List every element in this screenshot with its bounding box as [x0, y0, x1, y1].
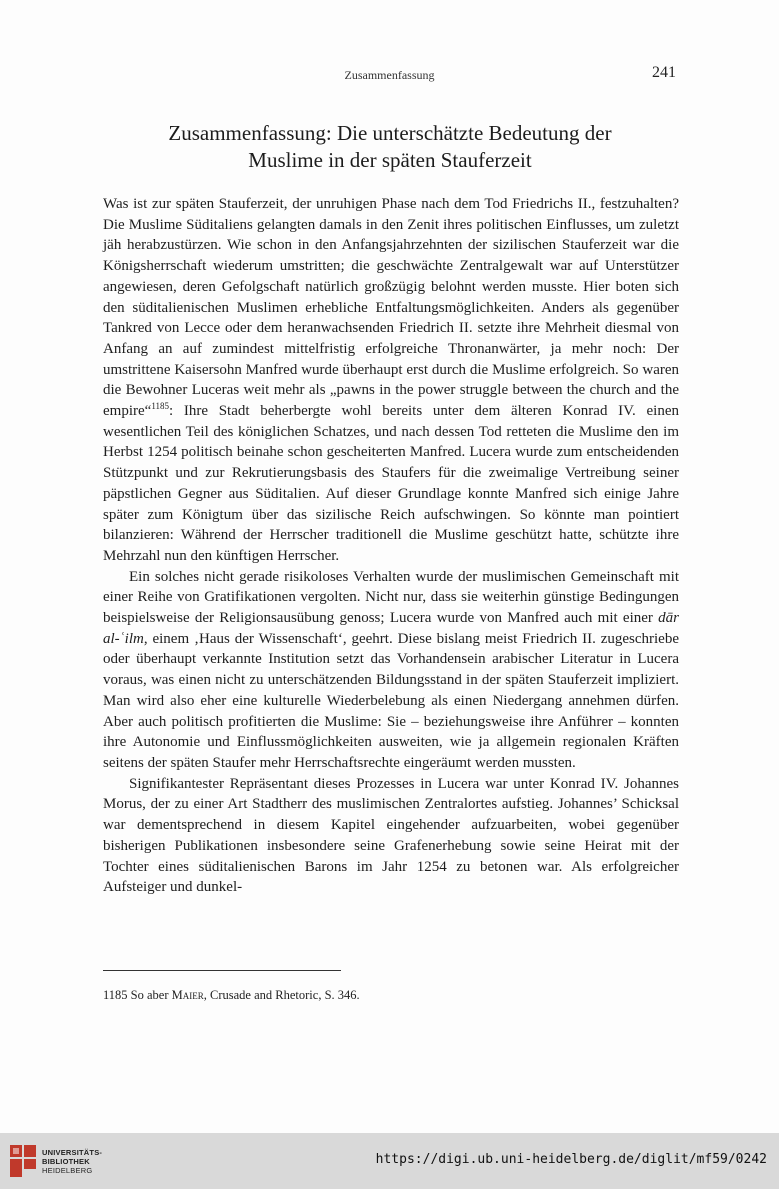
body-text: [103, 194, 679, 898]
chapter-title-line-2: Muslime in der späten Stauferzeit: [248, 148, 532, 172]
arabic-term: dār al-ʿilm: [103, 610, 679, 647]
viewer-footer: [0, 1133, 779, 1189]
paragraph-1-text-b: : Ihre Stadt beherbergte wohl bereits unter dem älteren Konrad IV. einen wesentlichen Teil des königlichen Schatzes, und nach dessen Tod retteten die Muslime den im Herbst 1254 politisch beinahe schon gescheiterten Manfred. Lucera wurde zum entscheidenden Stützpunkt und zur Rekrutierungsbasis des Staufers für die zweimalige Vertreibung seiner päpstlichen Gegner aus Süditalien. Auf dieser Grundlage konnte Manfred sich einige Jahre später zum Königtum über das sizilische Reich aufschwingen. So könnte man pointiert bilanzieren: Während der Herrscher traditionell die Muslime geschützt hatte, schützte ihre Mehrzahl nun den künftigen Herrscher.: [103, 403, 679, 564]
logo-line-3: HEIDELBERG: [42, 1166, 93, 1175]
paragraph-3: Signifikantester Repräsentant dieses Prozesses in Lucera war unter Konrad IV. Johannes Morus, der zu einer Art Stadtherr des muslimischen Zentralortes aufstieg. Johannes’ Schicksal war dementsprechend in diesem Kapitel eingehender aufzuarbeiten, wobei gegenüber bisherigen Publikationen insbesondere seine Grafenerhebung sowie seine Heirat mit der Tochter eines süditalienischen Barons im Jahr 1254 zu betonen war. Als erfolgreicher Aufsteiger und dunkel-: [103, 775, 679, 896]
footnote-divider: [103, 970, 341, 971]
paragraph-2-text-b: , einem ‚Haus der Wissenschaft‘, geehrt. Diese bislang meist Friedrich II. zugeschriebe oder überhaupt verkannte Institution setzt das Vorhandensein arabischer Literatur in Lucera voraus, was einen nicht zu unterschätzenden Bildungsstand in der späten Stauferzeit impliziert. Man wird also eher eine kulturelle Wiederbelebung als einen Niedergang annehmen dürfen. Aber auch politisch profitierten die Muslime: Sie – beziehungsweise ihre Anführer – konnten ihre Autonomie und Einflussmöglichkeiten ausweiten, wie ja allgemein regionalen Kräften seitens der späten Staufer mehr Herrschaftsrechte eingeräumt werden mussten.: [103, 630, 679, 771]
chapter-title-line-1: Zusammenfassung: Die unterschätzte Bedeutung der: [168, 121, 612, 145]
footnote-number: 1185: [103, 988, 128, 1002]
footnote-reference[interactable]: 1185: [151, 401, 169, 412]
footnote-text-a: So aber: [127, 988, 172, 1002]
paragraph-1: [103, 194, 679, 567]
paragraph-1-text-a: Was ist zur späten Stauferzeit, der unruhigen Phase nach dem Tod Friedrichs II., festzuhalten? Die Muslime Süditaliens gelangten damals in den Zenit ihres politischen Einflusses, um zuletzt jäh herabzustürzen. Wie schon in den Anfangsjahrzehnten der sizilischen Stauferzeit war die Königsherrschaft wiederum umstritten; die geschwächte Zentralgewalt war auf Unterstützer angewiesen, deren Gefolgschaft natürlich großzügig belohnt werden musste. Hier boten sich den süditalienischen Muslimen erhebliche Entfaltungsmöglichkeiten. Anders als gegenüber Tankred von Lecce oder dem heranwachsenden Friedrich II. setzte ihre Mehrheit diesmal von Anfang an auf zumindest mittelfristig erfolgreiche Thronanwärter, ja mehr noch: Der umstrittene Kaisersohn Manfred wurde überhaupt erst durch die Muslime erfolgreich. So waren die Bewohner Luceras weit mehr als „pawns in the power struggle between the church and the empire“: [103, 196, 679, 420]
footnote-text-b: , Crusade and Rhetoric, S. 346.: [203, 988, 360, 1002]
paragraph-2-text-a: Ein solches nicht gerade risikoloses Verhalten wurde der muslimischen Gemeinschaft mit einer Reihe von Gratifikationen vergolten. Nicht nur, dass sie weiterhin günstige Bedingungen beispielsweise der Religionsausübung genoss; Lucera wurde von Manfred auch mit einer: [103, 568, 679, 627]
permalink-url[interactable]: https://digi.ub.uni-heidelberg.de/diglit/mf59/0242: [375, 1152, 767, 1167]
footnote-author: Maier: [171, 988, 204, 1002]
logo-line-1: UNIVERSITÄTS-: [42, 1148, 103, 1157]
library-logo-icon: [8, 1143, 38, 1179]
paragraph-2: [103, 567, 679, 774]
chapter-title: [100, 120, 680, 174]
footnote: [103, 988, 679, 1003]
running-head: Zusammenfassung: [344, 68, 435, 82]
library-logo[interactable]: [8, 1141, 108, 1181]
page-number: 241: [652, 64, 676, 81]
logo-line-2: BIBLIOTHEK: [42, 1157, 90, 1166]
library-logo-text: [42, 1148, 102, 1175]
